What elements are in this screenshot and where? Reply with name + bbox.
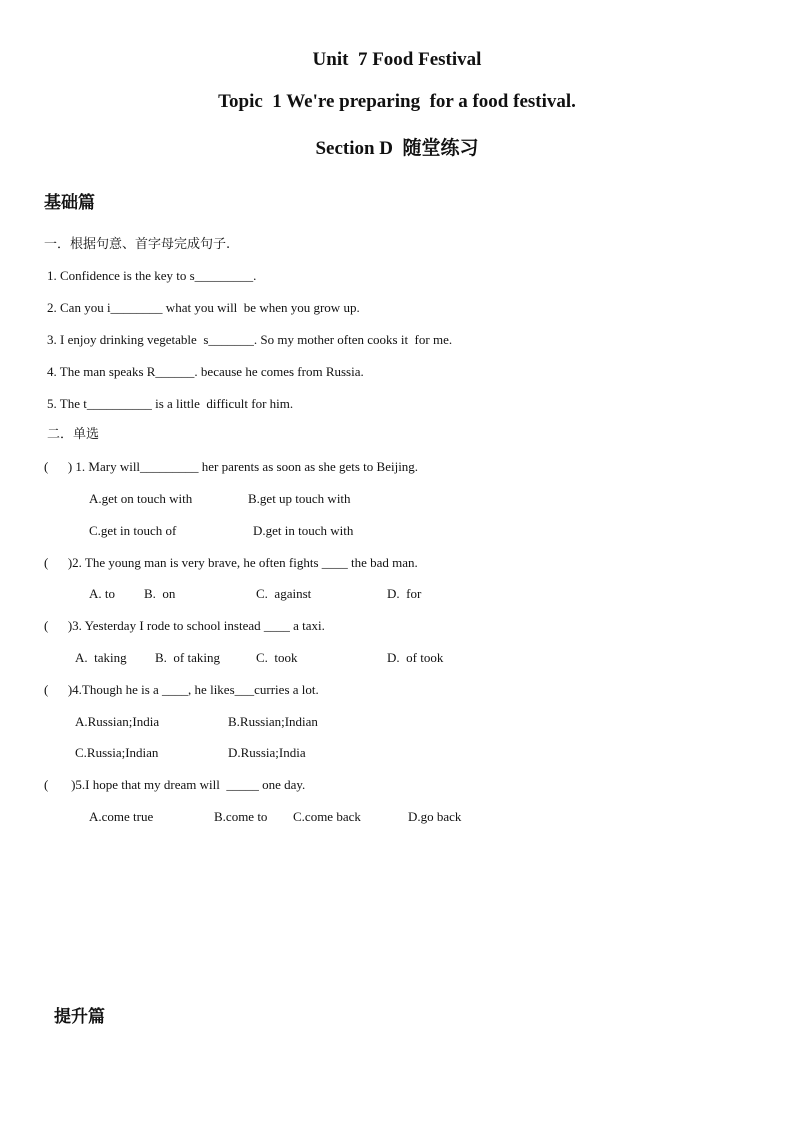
q5-option-c: C.come back <box>293 809 361 824</box>
part2-instruction: 二．单选 <box>47 427 100 442</box>
q5-option-d: D.go back <box>408 809 462 824</box>
q3-option-a: A. taking <box>75 650 127 665</box>
q2-option-a: A. to <box>89 586 115 601</box>
fill-item-5: 5. The t__________ is a little difficult for him. <box>47 396 294 411</box>
advanced-heading: 提升篇 <box>54 1007 105 1027</box>
q1-option-d: D.get in touch with <box>253 523 354 538</box>
mc-question-4: ( )4.Though he is a ____, he likes___curries a lot. <box>44 682 319 697</box>
q4-option-c: C.Russia;Indian <box>75 745 159 760</box>
q2-option-c: C. against <box>256 586 312 601</box>
section-title: Section D 随堂练习 <box>315 138 479 159</box>
fill-item-4: 4. The man speaks R______. because he comes from Russia. <box>47 364 364 379</box>
q1-option-c: C.get in touch of <box>89 523 177 538</box>
q3-option-d: D. of took <box>387 650 444 665</box>
q3-option-c: C. took <box>256 650 298 665</box>
q2-option-b: B. on <box>144 586 176 601</box>
fill-item-2: 2. Can you i________ what you will be when you grow up. <box>47 300 360 315</box>
q3-option-b: B. of taking <box>155 650 220 665</box>
part1-instruction: 一．根据句意、首字母完成句子. <box>44 237 231 252</box>
q4-option-b: B.Russian;Indian <box>228 714 318 729</box>
q1-option-b: B.get up touch with <box>248 491 351 506</box>
fill-item-3: 3. I enjoy drinking vegetable s_______. So my mother often cooks it for me. <box>47 332 453 347</box>
mc-question-1: ( ) 1. Mary will_________ her parents as soon as she gets to Beijing. <box>44 459 419 474</box>
topic-title: Topic 1 We're preparing for a food festival. <box>218 91 576 112</box>
q4-option-a: A.Russian;India <box>75 714 160 729</box>
q5-option-a: A.come true <box>89 809 154 824</box>
q1-option-a: A.get on touch with <box>89 491 193 506</box>
basic-heading: 基础篇 <box>44 193 95 213</box>
q5-option-b: B.come to <box>214 809 268 824</box>
q4-option-d: D.Russia;India <box>228 745 306 760</box>
mc-question-3: ( )3. Yesterday I rode to school instead ____ a taxi. <box>44 618 325 633</box>
mc-question-5: ( )5.I hope that my dream will _____ one day. <box>44 777 306 792</box>
fill-item-1: 1. Confidence is the key to s_________. <box>47 268 257 283</box>
q2-option-d: D. for <box>387 586 422 601</box>
mc-question-2: ( )2. The young man is very brave, he often fights ____ the bad man. <box>44 555 418 570</box>
unit-title: Unit 7 Food Festival <box>312 49 482 70</box>
